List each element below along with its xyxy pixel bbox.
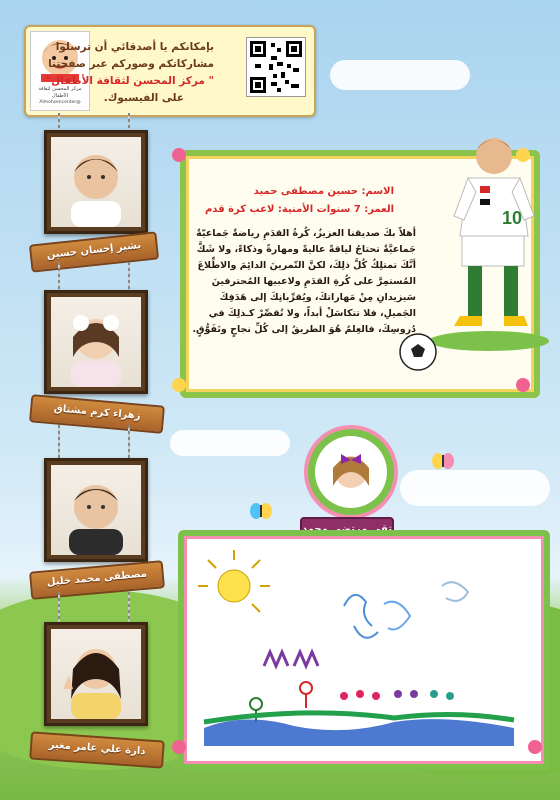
info-line-1: بإمكانكم يا أصدقائي أن ترسلوا (55, 41, 214, 53)
child-name-plank-4: دارة علي عامر مغير (29, 731, 165, 768)
hanging-chain (58, 262, 60, 290)
story-line: أنَّكَ تمتلِكُ كُلَّ ذلِكَ، لكنَّ التّمرينَ الدائِمَ والاطِّلاعَ (197, 260, 416, 271)
info-line-2: مشاركاتكم وصوركم عبر صفحتنا (48, 58, 214, 70)
story-line: دُروسِكَ، فالعِلمُ هُوَ الطريقُ إلى كُلِّ نجاحٍ وتَفَوُّقٍ. (192, 324, 416, 335)
logo-caption: مركز المحسن لثقافة الأطفال (38, 86, 82, 99)
child-photo (51, 297, 141, 387)
story-panel (180, 150, 540, 398)
hanging-chain (128, 425, 130, 458)
flower-icon (516, 148, 530, 162)
story-line: جَماعيَّةٌ تحتاجُ لياقةً عاليةً ومهارةً وذكاءً، ولا شَكَّ (196, 244, 416, 255)
child-photo-frame-3 (44, 458, 148, 562)
cloud (400, 470, 550, 506)
submission-info-box (24, 25, 316, 117)
football-icon (398, 332, 438, 372)
jersey-number: 10 (502, 208, 523, 228)
featured-child-photo (315, 436, 387, 508)
child-name-plank-3: مصطفى محمد خليل (29, 560, 165, 600)
story-paragraph (192, 226, 416, 338)
featured-child-medallion (304, 425, 398, 519)
hanging-chain (58, 425, 60, 458)
info-line-4: على الفيسبوك. (103, 92, 184, 104)
child-photo-frame-1 (44, 130, 148, 234)
child-name-plank-1: بشير إحسان حسين (29, 231, 159, 272)
story-line: سَيزيدانِ مِنْ مَهاراتكَ، ويُقرِّبانِكَ إلى هَدَفِكَ (219, 292, 416, 303)
story-line: الجَميلِ، فلا تتكاسَلْ أبداً، ولا تُقصِّرْ كـذلِكَ في (208, 308, 416, 319)
flower-icon (516, 378, 530, 392)
football-player-illustration (424, 116, 554, 352)
flower-icon (528, 740, 542, 754)
qr-code[interactable] (246, 37, 306, 97)
hanging-chain (128, 113, 130, 130)
child-name-plank-2: زهراء كرم مشتاق (29, 394, 165, 434)
child-photo-frame-2 (44, 290, 148, 394)
butterfly-icon (432, 452, 454, 470)
story-line: أهلاً بكَ صديقنا العزيزُ، كُرةُ القدَمِ رياضةٌ جَماعيّةٌ (196, 228, 416, 239)
child-drawing-panel (178, 530, 550, 770)
flower-icon (172, 740, 186, 754)
story-age-line: العمر: 7 سنوات الأمنية: لاعب كرة قدم (204, 204, 394, 215)
child-photo (51, 137, 141, 227)
child-photo (51, 629, 141, 719)
flower-icon (172, 378, 186, 392)
story-name-line: الاسم: حسين مصطفى حميد (253, 186, 394, 197)
story-line: المُستمِرَّ على كُرةِ القدَمِ ولاعبيها المُحترفينَ (211, 276, 416, 287)
cloud (170, 430, 290, 456)
butterfly-icon (250, 502, 272, 520)
cloud (330, 60, 470, 90)
crayon-drawing (184, 536, 532, 752)
logo-handle: Almohsencenter@ (39, 100, 81, 105)
hanging-chain (128, 262, 130, 290)
hanging-chain (58, 592, 60, 622)
flower-icon (172, 148, 186, 162)
hanging-chain (128, 592, 130, 622)
info-line-3: " مركز المحسن لثقافة الأطفال" (45, 75, 214, 87)
child-photo (51, 465, 141, 555)
hanging-chain (58, 113, 60, 130)
child-photo-frame-4 (44, 622, 148, 726)
